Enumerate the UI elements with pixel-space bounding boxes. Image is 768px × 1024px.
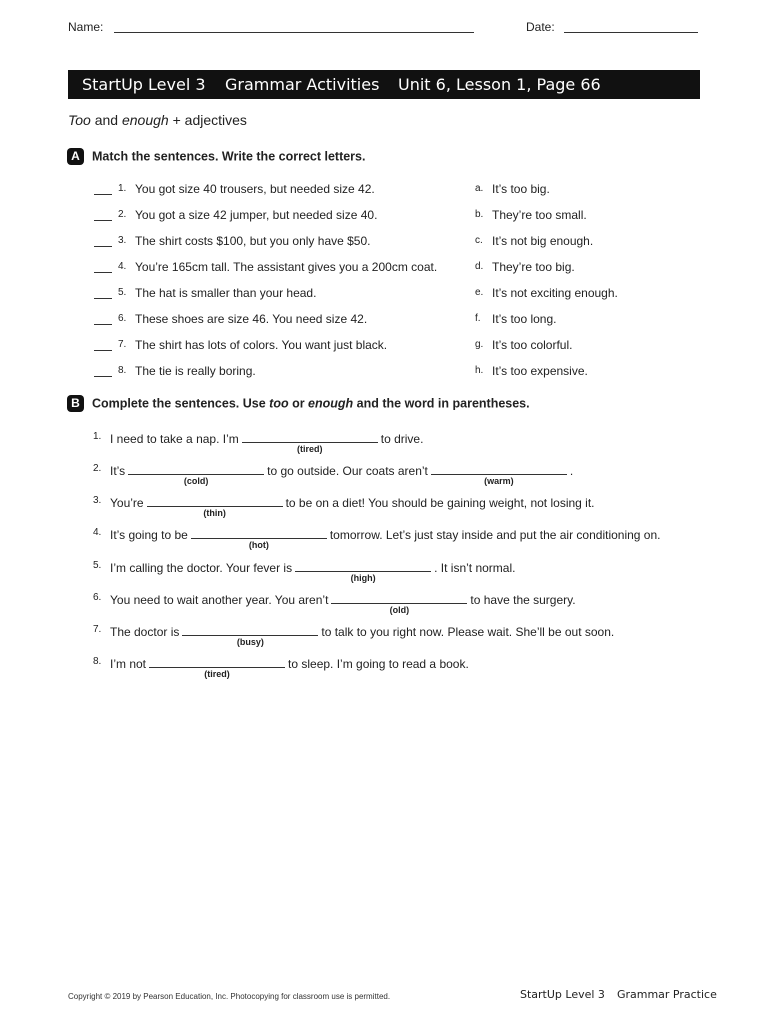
option-letter: g. xyxy=(475,339,484,350)
answer-blank[interactable] xyxy=(94,376,112,377)
option-text: It’s too colorful. xyxy=(492,338,573,352)
subtitle-rest: + adjectives xyxy=(168,112,247,128)
section-a-badge: A xyxy=(67,148,84,165)
section-b-instruction-post: and the word in parentheses. xyxy=(353,396,530,411)
item-number: 2. xyxy=(118,209,127,220)
item-sentence: The shirt has lots of colors. You want just black. xyxy=(135,338,388,352)
section-b-or: or xyxy=(288,396,309,411)
item-number: 1. xyxy=(93,431,102,442)
section-b-header xyxy=(67,395,530,412)
item-sentence xyxy=(110,623,615,647)
item-sentence: These shoes are size 46. You need size 42. xyxy=(135,312,368,326)
sentence-before: I’m calling the doctor. Your fever is xyxy=(110,561,293,575)
section-a-instruction: Match the sentences. Write the correct letters. xyxy=(92,149,366,164)
match-item xyxy=(94,182,694,200)
date-label: Date: xyxy=(526,20,555,34)
item-number: 3. xyxy=(93,495,102,506)
subtitle-too: Too xyxy=(68,112,91,128)
word-hint: (high) xyxy=(350,573,376,583)
option-text: It’s too long. xyxy=(492,312,557,326)
sentence-after: to sleep. I’m going to read a book. xyxy=(288,657,469,671)
option-letter: d. xyxy=(475,261,484,272)
item-sentence xyxy=(110,430,424,454)
option-text: It’s too big. xyxy=(492,182,550,196)
sentence-after: to drive. xyxy=(380,432,424,446)
section-b-instruction xyxy=(92,397,530,411)
footer-practice: Grammar Practice xyxy=(616,988,717,1001)
sentence-after: to go outside. Our coats aren’t xyxy=(267,464,428,478)
answer-gap[interactable] xyxy=(242,430,378,454)
word-hint: (tired) xyxy=(297,444,323,454)
item-sentence xyxy=(110,494,595,518)
option-letter: a. xyxy=(475,183,484,194)
option-text: They’re too small. xyxy=(492,208,587,222)
section-b-badge: B xyxy=(67,395,84,412)
item-number: 2. xyxy=(93,463,102,474)
answer-blank[interactable] xyxy=(94,324,112,325)
option-text: It’s not big enough. xyxy=(492,234,594,248)
date-field[interactable] xyxy=(564,32,698,33)
item-sentence: The hat is smaller than your head. xyxy=(135,286,317,300)
item-number: 6. xyxy=(93,592,102,603)
sentence-before: The doctor is xyxy=(110,625,180,639)
match-item xyxy=(94,208,694,226)
page-subtitle xyxy=(68,112,247,128)
option-text: They’re too big. xyxy=(492,260,575,274)
item-sentence xyxy=(110,591,576,615)
item-number: 4. xyxy=(93,527,102,538)
sentence-end: . xyxy=(569,464,574,478)
fill-item xyxy=(93,591,703,617)
sentence-after: to be on a diet! You should be gaining weight, not losing it. xyxy=(285,496,595,510)
word-hint-2: (warm) xyxy=(484,476,514,486)
option-letter: b. xyxy=(475,209,484,220)
fill-item xyxy=(93,462,703,488)
match-item xyxy=(94,260,694,278)
section-a-header xyxy=(67,148,365,165)
option-letter: h. xyxy=(475,365,484,376)
banner-level: StartUp Level 3 xyxy=(82,75,206,94)
option-text: It’s too expensive. xyxy=(492,364,588,378)
sentence-after: tomorrow. Let’s just stay inside and put the air conditioning on. xyxy=(329,528,661,542)
copyright-notice: Copyright © 2019 by Pearson Education, Inc. Photocopying for classroom use is permitted. xyxy=(68,992,391,1001)
word-hint: (busy) xyxy=(236,637,264,647)
item-number: 7. xyxy=(93,624,102,635)
item-sentence: The shirt costs $100, but you only have $50. xyxy=(135,234,371,248)
answer-gap-2[interactable] xyxy=(431,462,567,486)
subtitle-and: and xyxy=(90,112,122,128)
word-hint: (tired) xyxy=(204,669,230,679)
answer-gap[interactable] xyxy=(147,494,283,518)
fill-item xyxy=(93,559,703,585)
option-letter: c. xyxy=(475,235,483,246)
fill-item xyxy=(93,655,703,681)
answer-gap[interactable] xyxy=(128,462,264,486)
item-number: 5. xyxy=(118,287,127,298)
item-sentence: You got size 40 trousers, but needed size 42. xyxy=(135,182,375,196)
sentence-before: I’m not xyxy=(110,657,147,671)
item-number: 5. xyxy=(93,560,102,571)
match-item xyxy=(94,234,694,252)
answer-gap[interactable] xyxy=(149,655,285,679)
sentence-after: to talk to you right now. Please wait. She’ll be out soon. xyxy=(321,625,615,639)
footer-branding xyxy=(520,988,729,1001)
word-hint: (old) xyxy=(389,605,410,615)
option-text: It’s not exciting enough. xyxy=(492,286,618,300)
sentence-after: to have the surgery. xyxy=(470,593,576,607)
answer-gap[interactable] xyxy=(182,623,318,647)
sentence-before: It’s xyxy=(110,464,126,478)
sentence-before: You need to wait another year. You aren’t xyxy=(110,593,329,607)
item-sentence xyxy=(110,655,469,679)
answer-gap[interactable] xyxy=(191,526,327,550)
option-letter: f. xyxy=(475,313,481,324)
answer-blank[interactable] xyxy=(94,272,112,273)
footer-level: StartUp Level 3 xyxy=(520,988,605,1001)
match-item xyxy=(94,338,694,356)
sentence-after: . It isn’t normal. xyxy=(434,561,516,575)
banner-activity: Grammar Activities xyxy=(225,75,380,94)
sentence-before: I need to take a nap. I’m xyxy=(110,432,239,446)
item-number: 6. xyxy=(118,313,127,324)
answer-blank[interactable] xyxy=(94,298,112,299)
fill-item xyxy=(93,623,703,649)
item-number: 7. xyxy=(118,339,127,350)
section-b-too: too xyxy=(269,396,289,411)
option-letter: e. xyxy=(475,287,484,298)
match-item xyxy=(94,312,694,330)
match-item xyxy=(94,364,694,382)
item-number: 3. xyxy=(118,235,127,246)
answer-blank[interactable] xyxy=(94,350,112,351)
word-hint: (thin) xyxy=(203,508,226,518)
match-item xyxy=(94,286,694,304)
answer-blank[interactable] xyxy=(94,246,112,247)
sentence-before: It’s going to be xyxy=(110,528,188,542)
answer-blank[interactable] xyxy=(94,194,112,195)
item-sentence: You’re 165cm tall. The assistant gives you a 200cm coat. xyxy=(135,260,438,274)
item-number: 8. xyxy=(93,656,102,667)
section-b-enough: enough xyxy=(308,396,354,411)
word-hint: (hot) xyxy=(248,540,269,550)
item-number: 4. xyxy=(118,261,127,272)
title-banner xyxy=(68,70,700,99)
name-date-row xyxy=(68,20,700,36)
item-number: 8. xyxy=(118,365,127,376)
item-number: 1. xyxy=(118,183,127,194)
word-hint: (cold) xyxy=(183,476,209,486)
answer-gap[interactable] xyxy=(295,559,431,583)
sentence-before: You’re xyxy=(110,496,144,510)
name-field[interactable] xyxy=(114,32,474,33)
item-sentence xyxy=(110,462,574,486)
section-b-instruction-pre: Complete the sentences. Use xyxy=(92,396,270,411)
item-sentence xyxy=(110,559,516,583)
fill-item xyxy=(93,526,703,552)
answer-blank[interactable] xyxy=(94,220,112,221)
subtitle-enough: enough xyxy=(121,112,169,128)
answer-gap[interactable] xyxy=(331,591,467,615)
item-sentence: You got a size 42 jumper, but needed size 40. xyxy=(135,208,378,222)
item-sentence xyxy=(110,526,661,550)
name-label: Name: xyxy=(68,20,104,34)
fill-item xyxy=(93,430,703,456)
item-sentence: The tie is really boring. xyxy=(135,364,256,378)
banner-location: Unit 6, Lesson 1, Page 66 xyxy=(398,75,601,94)
fill-item xyxy=(93,494,703,520)
